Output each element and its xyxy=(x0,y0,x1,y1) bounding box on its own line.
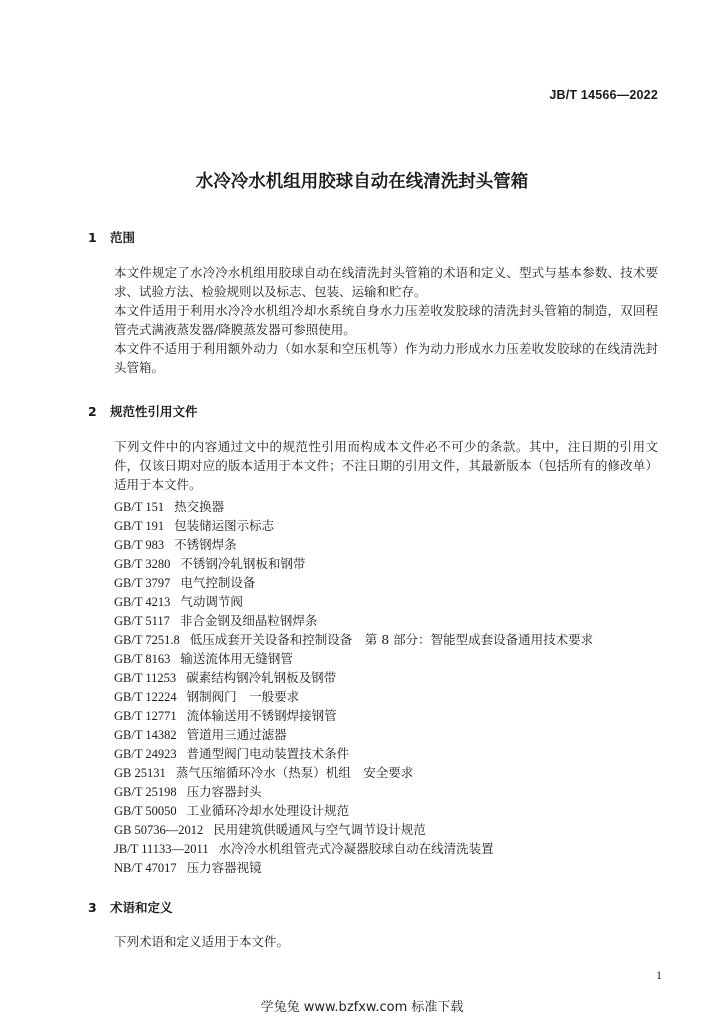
reference-code: GB/T 7251.8 xyxy=(114,633,180,647)
reference-code: GB/T 191 xyxy=(114,519,165,533)
reference-title: 气动调节阀 xyxy=(180,594,243,609)
paragraph-text: 下列术语和定义适用于本文件。 xyxy=(114,934,290,949)
reference-code: GB/T 983 xyxy=(114,538,165,552)
reference-code: GB/T 3797 xyxy=(114,576,171,590)
reference-title: 包装储运图示标志 xyxy=(174,518,275,533)
reference-item xyxy=(114,649,593,668)
reference-code: GB/T 5117 xyxy=(114,614,170,628)
reference-title: 流体输送用不锈钢焊接钢管 xyxy=(186,708,337,723)
reference-item xyxy=(114,706,593,725)
section-heading-terms xyxy=(88,898,173,916)
reference-title: 水冷冷水机组管壳式冷凝器胶球自动在线清洗装置 xyxy=(218,841,494,856)
reference-title: 民用建筑供暖通风与空气调节设计规范 xyxy=(213,822,426,837)
paragraph-text: 本文件不适用于利用额外动力（如水泵和空压机等）作为动力形成水力压差收发胶球的在线清洗封头管箱。 xyxy=(114,341,658,375)
scope-paragraph xyxy=(88,339,658,377)
paragraph-text: 下列文件中的内容通过文中的规范性引用而构成本文件必不可少的条款。其中，注日期的引用文件，仅该日期对应的版本适用于本文件；不注日期的引用文件，其最新版本（包括所有的修改单）适用于本文件。 xyxy=(114,439,658,492)
reference-item xyxy=(114,858,593,877)
scope-paragraph xyxy=(88,263,658,301)
section-number: 2 xyxy=(88,404,97,419)
reference-title: 蒸气压缩循环冷水（热泵）机组 安全要求 xyxy=(175,765,414,780)
reference-title: 热交换器 xyxy=(174,499,225,514)
paragraph-text: 本文件适用于利用水冷冷水机组冷却水系统自身水力压差收发胶球的清洗封头管箱的制造，双回程管壳式满液蒸发器/降膜蒸发器可参照使用。 xyxy=(114,303,658,337)
section-number: 3 xyxy=(88,900,97,915)
reference-title: 工业循环冷却水处理设计规范 xyxy=(186,803,350,818)
reference-code: GB/T 3280 xyxy=(114,557,171,571)
reference-title: 输送流体用无缝钢管 xyxy=(180,651,293,666)
reference-code: GB/T 151 xyxy=(114,500,165,514)
reference-code: GB/T 11253 xyxy=(114,671,177,685)
reference-title: 钢制阀门 一般要求 xyxy=(186,689,300,704)
section-number: 1 xyxy=(88,230,97,245)
section-title: 范围 xyxy=(110,230,136,245)
reference-item xyxy=(114,839,593,858)
reference-title: 管道用三通过滤器 xyxy=(186,727,287,742)
reference-item xyxy=(114,535,593,554)
reference-item xyxy=(114,687,593,706)
reference-list xyxy=(114,497,593,877)
reference-item xyxy=(114,516,593,535)
reference-code: GB/T 50050 xyxy=(114,804,177,818)
document-title: 水冷冷水机组用胶球自动在线清洗封头管箱 xyxy=(195,172,529,192)
paragraph-text: 本文件规定了水冷冷水机组用胶球自动在线清洗封头管箱的术语和定义、型式与基本参数、技术要求、试验方法、检验规则以及标志、包装、运输和贮存。 xyxy=(114,265,658,299)
reference-item xyxy=(114,744,593,763)
reference-item xyxy=(114,554,593,573)
reference-code: GB/T 8163 xyxy=(114,652,171,666)
reference-code: GB/T 12224 xyxy=(114,690,177,704)
standard-code: JB/T 14566—2022 xyxy=(549,88,658,102)
reference-title: 不锈钢焊条 xyxy=(174,537,237,552)
reference-item xyxy=(114,497,593,516)
reference-item xyxy=(114,801,593,820)
section-title: 规范性引用文件 xyxy=(110,404,198,419)
section-title: 术语和定义 xyxy=(110,900,173,915)
reference-title: 不锈钢冷轧钢板和钢带 xyxy=(180,556,306,571)
reference-code: GB 25131 xyxy=(114,766,166,780)
reference-item xyxy=(114,763,593,782)
reference-title: 压力容器封头 xyxy=(186,784,262,799)
section-heading-normative-references xyxy=(88,402,198,420)
reference-code: GB/T 4213 xyxy=(114,595,171,609)
reference-code: GB/T 24923 xyxy=(114,747,177,761)
page-number: 1 xyxy=(656,968,662,982)
reference-item xyxy=(114,820,593,839)
reference-item xyxy=(114,611,593,630)
reference-title: 碳素结构钢冷轧钢板及钢带 xyxy=(186,670,337,685)
reference-item xyxy=(114,573,593,592)
reference-code: GB 50736—2012 xyxy=(114,823,204,837)
reference-title: 低压成套开关设备和控制设备 第 8 部分：智能型成套设备通用技术要求 xyxy=(189,632,594,647)
footer-watermark: 学兔兔 www.bzfxw.com 标准下载 xyxy=(260,1000,464,1015)
reference-item xyxy=(114,592,593,611)
scope-paragraph xyxy=(88,301,658,339)
reference-title: 压力容器视镜 xyxy=(186,860,262,875)
section-heading-scope xyxy=(88,228,135,246)
reference-title: 电气控制设备 xyxy=(180,575,256,590)
reference-title: 非合金钢及细晶粒钢焊条 xyxy=(179,613,318,628)
terms-intro xyxy=(88,932,658,951)
reference-item xyxy=(114,630,593,649)
reference-item xyxy=(114,725,593,744)
reference-code: GB/T 12771 xyxy=(114,709,177,723)
reference-code: GB/T 14382 xyxy=(114,728,177,742)
reference-item xyxy=(114,668,593,687)
reference-code: GB/T 25198 xyxy=(114,785,177,799)
reference-code: JB/T 11133—2011 xyxy=(114,842,209,856)
reference-title: 普通型阀门电动装置技术条件 xyxy=(186,746,350,761)
reference-item xyxy=(114,782,593,801)
reference-code: NB/T 47017 xyxy=(114,861,177,875)
references-intro xyxy=(88,437,658,494)
